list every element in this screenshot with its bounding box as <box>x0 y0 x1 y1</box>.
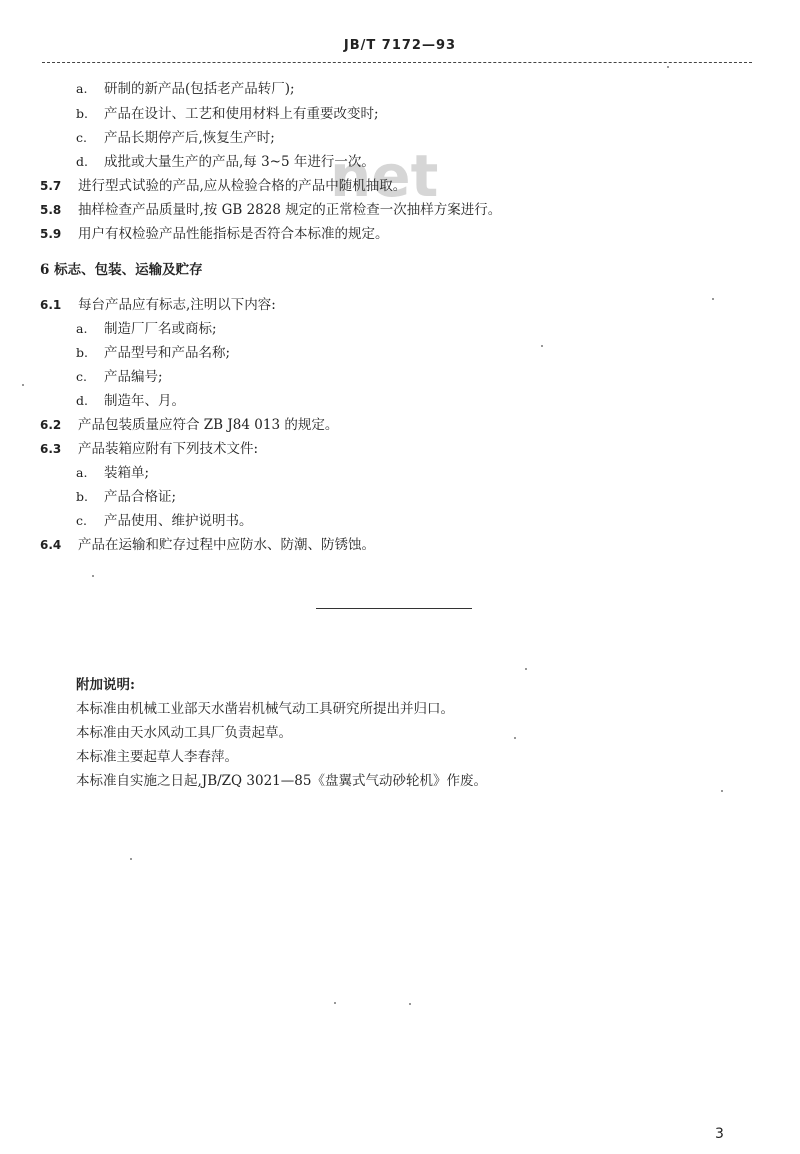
notes-title: 附加说明: <box>76 677 135 693</box>
notes-line: 本标准由机械工业部天水凿岩机械气动工具研究所提出并归口。 <box>76 701 454 717</box>
scan-speck <box>667 66 669 68</box>
watermark: net <box>330 142 439 210</box>
clause-6-4: 6.4 产品在运输和贮存过程中应防水、防潮、防锈蚀。 <box>40 537 375 553</box>
list-item: c. 产品使用、维护说明书。 <box>76 513 253 529</box>
scan-speck <box>541 345 543 347</box>
list-item: b. 产品在设计、工艺和使用材料上有重要改变时; <box>76 106 379 122</box>
list-item: d. 制造年、月。 <box>76 393 185 409</box>
notes-line: 本标准自实施之日起,JB/ZQ 3021—85《盘翼式气动砂轮机》作废。 <box>76 773 487 789</box>
list-item: a. 制造厂厂名或商标; <box>76 321 217 337</box>
scan-speck <box>334 1002 336 1004</box>
list-item: c. 产品编号; <box>76 369 163 385</box>
clause-6-3: 6.3 产品装箱应附有下列技术文件: <box>40 441 259 457</box>
scan-speck <box>22 384 24 386</box>
list-item: b. 产品型号和产品名称; <box>76 345 231 361</box>
list-item: c. 产品长期停产后,恢复生产时; <box>76 130 275 146</box>
clause-5-9: 5.9 用户有权检验产品性能指标是否符合本标准的规定。 <box>40 226 389 242</box>
scan-speck <box>525 668 527 670</box>
scan-speck <box>130 858 132 860</box>
list-item: d. 成批或大量生产的产品,每 3~5 年进行一次。 <box>76 154 375 170</box>
scan-speck <box>92 575 94 577</box>
header-rule <box>42 62 752 63</box>
list-item: b. 产品合格证; <box>76 489 177 505</box>
clause-5-7: 5.7 进行型式试验的产品,应从检验合格的产品中随机抽取。 <box>40 178 407 194</box>
scan-speck <box>514 737 516 739</box>
clause-5-8: 5.8 抽样检查产品质量时,按 GB 2828 规定的正常检查一次抽样方案进行。 <box>40 202 502 218</box>
end-of-standard-rule <box>316 608 472 609</box>
standard-code-header: JB/T 7172—93 <box>343 38 457 53</box>
page-number: 3 <box>715 1126 724 1142</box>
clause-6-1: 6.1 每台产品应有标志,注明以下内容: <box>40 297 276 313</box>
list-item: a. 研制的新产品(包括老产品转厂); <box>76 81 295 97</box>
scan-speck <box>409 1003 411 1005</box>
list-item: a. 装箱单; <box>76 465 150 481</box>
notes-line: 本标准主要起草人李春萍。 <box>76 749 238 765</box>
scan-speck <box>721 790 723 792</box>
clause-6-2: 6.2 产品包装质量应符合 ZB J84 013 的规定。 <box>40 417 339 433</box>
notes-line: 本标准由天水风动工具厂负责起草。 <box>76 725 292 741</box>
scan-speck <box>712 298 714 300</box>
section-6-heading: 6 标志、包装、运输及贮存 <box>40 262 203 278</box>
